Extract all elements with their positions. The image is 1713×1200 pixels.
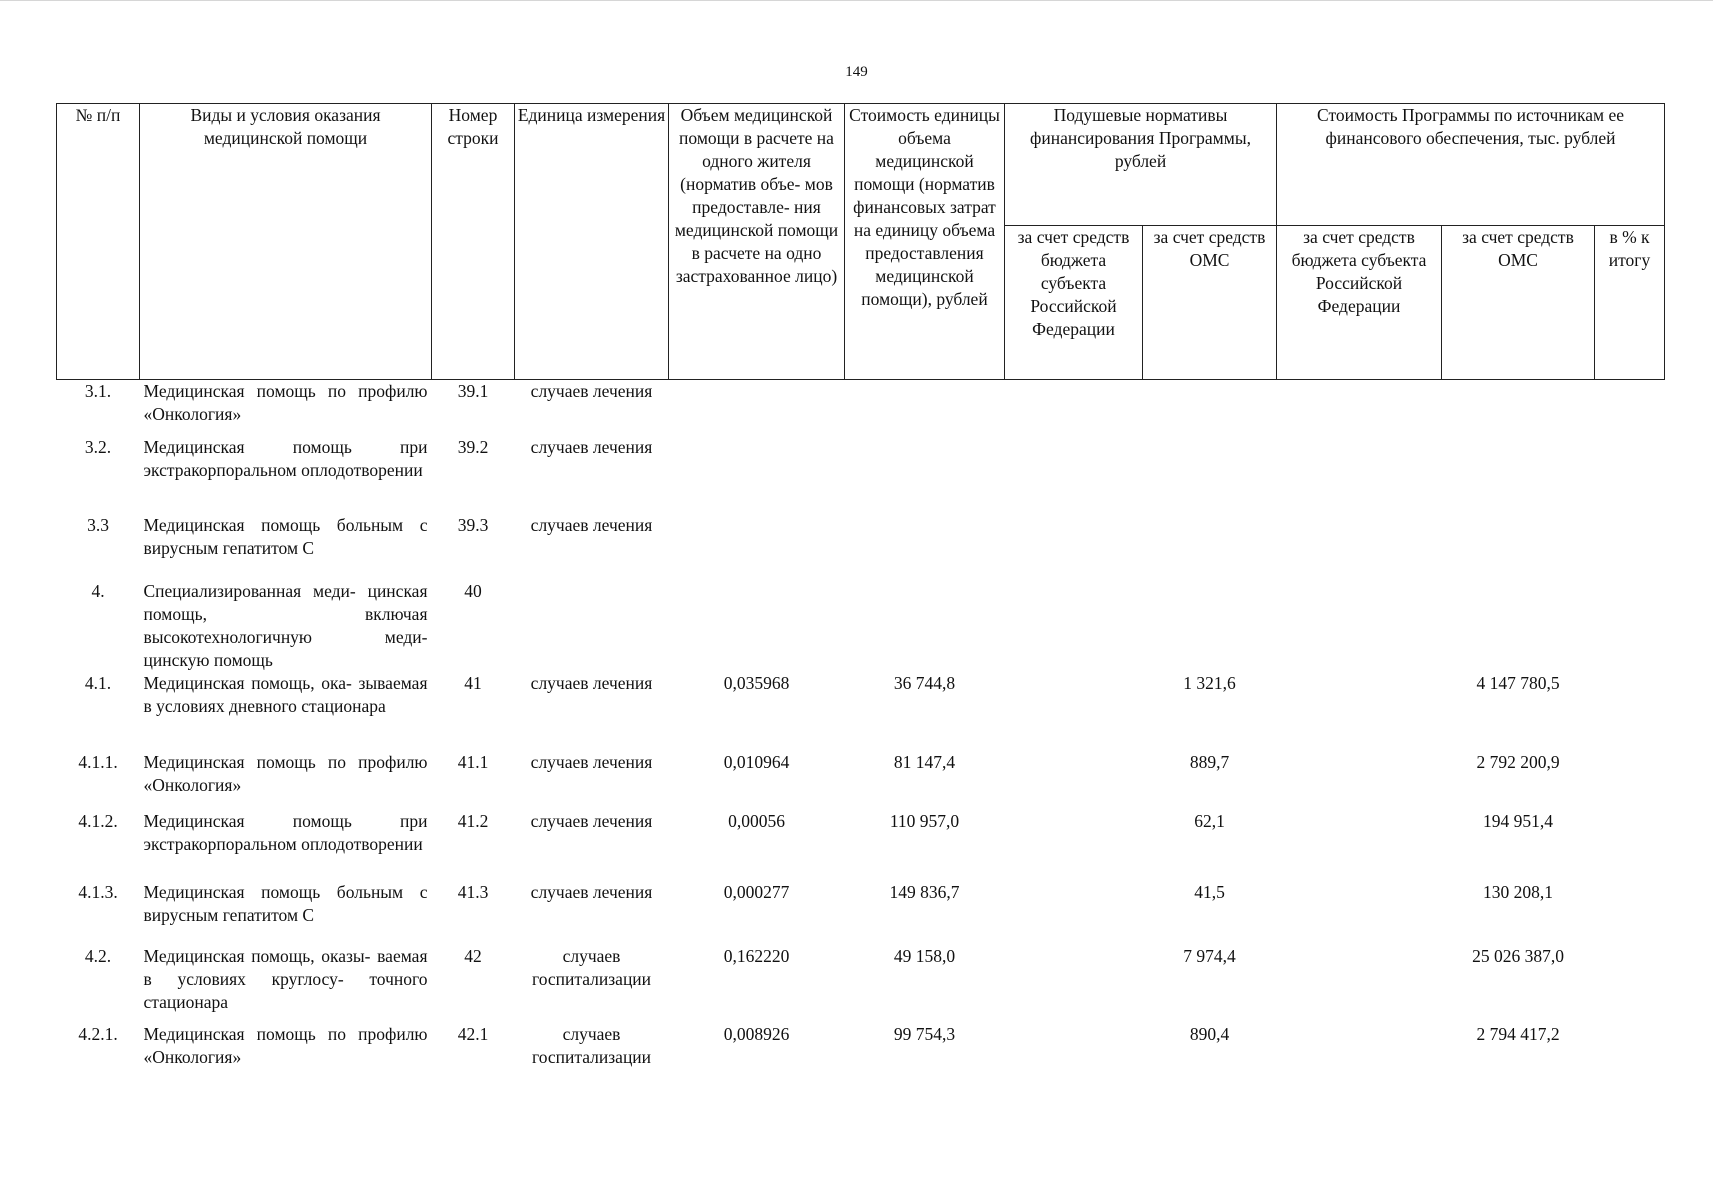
cell-unit-cost <box>845 380 1005 436</box>
cell-program-percent <box>1595 810 1665 881</box>
cell-per-capita-oms <box>1143 514 1277 580</box>
page-number: 149 <box>845 64 868 80</box>
cell-desc: Медицинская помощь больным с вирусным гепатитом С <box>143 514 428 558</box>
cell-desc: Специализированная меди- цинская помощь, включая высокотехнологичную меди- цинскую помощь <box>143 580 428 670</box>
header-cost: Стоимость единицы объема медицинской помощи (норматив финансовых затрат на единицу объема предоставления медицинской помощи), рублей <box>845 104 1005 380</box>
table-row <box>57 436 1665 514</box>
header-volume: Объем медицинской помощи в расчете на одного жителя (норматив объе- мов предоставле- ния медицинской помощи в расчете на одно застрахованное лицо) <box>669 104 845 380</box>
cell-row-number: 39.1 <box>457 381 489 401</box>
cell-program-oms: 2 794 417,2 <box>1476 1023 1560 1044</box>
cell-desc: Медицинская помощь при экстракорпоральном оплодотворении <box>143 436 428 480</box>
header-per-capita: Подушевые нормативы финансирования Программы, рублей <box>1005 104 1277 226</box>
cell-unit-cost: 110 957,0 <box>889 810 960 831</box>
cell-program-oms <box>1442 580 1595 672</box>
table-row <box>57 945 1665 1023</box>
cell-volume <box>669 436 845 514</box>
cell-per-capita-budget <box>1005 514 1143 580</box>
cell-unit-cost: 36 744,8 <box>893 672 956 693</box>
cell-program-budget <box>1277 672 1442 751</box>
cell-row-number: 42.1 <box>457 1023 489 1044</box>
cell-per-capita-oms: 890,4 <box>1189 1023 1230 1044</box>
cell-unit: случаев лечения <box>530 381 653 401</box>
cell-num: 4.1.3. <box>78 881 118 902</box>
cell-num: 4.2.1. <box>78 1023 118 1044</box>
cell-per-capita-oms <box>1143 436 1277 514</box>
table-header <box>57 104 1665 380</box>
cell-volume: 0,000277 <box>723 881 790 902</box>
cell-row-number: 40 <box>464 580 482 601</box>
cell-desc: Медицинская помощь по профилю «Онкология» <box>143 381 428 424</box>
cell-per-capita-oms: 62,1 <box>1194 810 1225 831</box>
cell-unit-cost: 49 158,0 <box>893 945 956 966</box>
cell-program-oms <box>1442 380 1595 436</box>
cell-row-number: 41.2 <box>457 810 489 831</box>
cell-desc: Медицинская помощь по профилю «Онкология» <box>143 1023 428 1067</box>
table-row <box>57 580 1665 672</box>
cell-program-oms: 4 147 780,5 <box>1476 672 1560 693</box>
page-top-rule <box>0 0 1713 1</box>
cell-volume <box>669 514 845 580</box>
cell-per-capita-budget <box>1005 580 1143 672</box>
cell-program-percent <box>1595 380 1665 436</box>
header-prog-oms: за счет средств ОМС <box>1442 226 1595 380</box>
cell-num: 4.1.1. <box>78 751 118 772</box>
cell-row-number: 39.2 <box>457 436 489 457</box>
header-row: Номер строки <box>432 104 515 380</box>
cell-program-budget <box>1277 751 1442 810</box>
cell-row-number: 39.3 <box>457 514 489 535</box>
cell-program-budget <box>1277 436 1442 514</box>
cell-desc: Медицинская помощь при экстракорпоральном оплодотворении <box>143 810 428 854</box>
cell-program-budget <box>1277 945 1442 1023</box>
table-row <box>57 881 1665 945</box>
cell-unit-cost: 149 836,7 <box>889 881 960 902</box>
header-prog-pct: в % к итогу <box>1595 226 1665 380</box>
cell-program-percent <box>1595 672 1665 751</box>
cell-unit: случаев лечения <box>530 514 653 535</box>
cell-num: 4.1.2. <box>78 810 118 831</box>
cell-unit: случаев лечения <box>530 810 653 831</box>
cell-unit-cost <box>845 514 1005 580</box>
cell-per-capita-oms: 1 321,6 <box>1183 672 1236 693</box>
header-program-cost: Стоимость Программы по источникам ее финансового обеспечения, тыс. рублей <box>1277 104 1665 226</box>
cell-desc: Медицинская помощь, ока- зываемая в условиях дневного стационара <box>143 672 428 716</box>
cell-num: 4.2. <box>84 945 112 966</box>
cell-program-percent <box>1595 881 1665 945</box>
cell-volume: 0,162220 <box>723 945 790 966</box>
header-num: № п/п <box>57 104 140 380</box>
cell-per-capita-budget <box>1005 810 1143 881</box>
cell-per-capita-budget <box>1005 672 1143 751</box>
cell-volume: 0,00056 <box>728 810 785 831</box>
cell-num: 3.1. <box>84 381 112 401</box>
cell-num: 3.2. <box>84 436 112 457</box>
cell-unit: случаев госпитализации <box>531 1023 652 1067</box>
cell-program-budget <box>1277 514 1442 580</box>
cell-per-capita-oms: 889,7 <box>1189 751 1230 772</box>
cell-row-number: 41 <box>464 672 482 693</box>
cell-program-budget <box>1277 881 1442 945</box>
table-row <box>57 380 1665 436</box>
cell-row-number: 41.1 <box>457 751 489 772</box>
cell-per-capita-oms <box>1143 580 1277 672</box>
cell-per-capita-oms <box>1143 380 1277 436</box>
cell-program-percent <box>1595 436 1665 514</box>
cell-desc: Медицинская помощь, оказы- ваемая в условиях круглосу- точного стационара <box>143 945 428 1012</box>
cell-unit: случаев лечения <box>530 436 653 457</box>
cell-unit: случаев лечения <box>530 672 653 693</box>
cell-program-percent <box>1595 751 1665 810</box>
table-body <box>57 380 1665 1073</box>
cell-volume: 0,008926 <box>723 1023 790 1044</box>
cell-num: 4.1. <box>84 672 112 693</box>
cell-volume <box>669 380 845 436</box>
cell-program-oms: 194 951,4 <box>1483 810 1553 831</box>
cell-program-percent <box>1595 514 1665 580</box>
cell-num: 3.3 <box>87 514 109 535</box>
cell-unit: случаев госпитализации <box>531 945 652 989</box>
cell-program-budget <box>1277 380 1442 436</box>
cell-unit-cost <box>845 580 1005 672</box>
cell-row-number: 42 <box>464 945 482 966</box>
cell-unit-cost <box>845 436 1005 514</box>
cell-unit: случаев лечения <box>530 881 653 902</box>
table-row <box>57 1023 1665 1073</box>
table-row <box>57 810 1665 881</box>
cell-num: 4. <box>91 580 105 601</box>
cell-per-capita-budget <box>1005 751 1143 810</box>
header-pc-oms: за счет средств ОМС <box>1143 226 1277 380</box>
header-prog-budget: за счет средств бюджета субъекта Российской Федерации <box>1277 226 1442 380</box>
cell-unit <box>515 580 669 672</box>
cell-program-percent <box>1595 580 1665 672</box>
cell-volume <box>669 580 845 672</box>
header-desc: Виды и условия оказания медицинской помощи <box>140 104 432 380</box>
table-row <box>57 514 1665 580</box>
cell-per-capita-budget <box>1005 436 1143 514</box>
cell-per-capita-budget <box>1005 380 1143 436</box>
cell-per-capita-budget <box>1005 1023 1143 1073</box>
table-row <box>57 751 1665 810</box>
cell-unit-cost: 99 754,3 <box>893 1023 956 1044</box>
cell-per-capita-oms: 7 974,4 <box>1183 945 1236 966</box>
cell-program-oms <box>1442 514 1595 580</box>
cell-per-capita-budget <box>1005 945 1143 1023</box>
header-unit: Единица измерения <box>515 104 669 380</box>
cell-program-oms: 2 792 200,9 <box>1476 751 1560 772</box>
cell-program-oms <box>1442 436 1595 514</box>
cell-program-budget <box>1277 810 1442 881</box>
cell-per-capita-oms: 41,5 <box>1194 881 1225 902</box>
header-pc-budget: за счет средств бюджета субъекта Российской Федерации <box>1005 226 1143 380</box>
cell-unit: случаев лечения <box>530 751 653 772</box>
cell-desc: Медицинская помощь больным с вирусным гепатитом С <box>143 881 428 925</box>
cell-program-oms: 130 208,1 <box>1483 881 1553 902</box>
cell-per-capita-budget <box>1005 881 1143 945</box>
cell-volume: 0,010964 <box>723 751 790 772</box>
cell-program-percent <box>1595 945 1665 1023</box>
cell-program-oms: 25 026 387,0 <box>1472 945 1564 966</box>
cell-volume: 0,035968 <box>723 672 790 693</box>
financing-table <box>56 103 1665 1073</box>
cell-desc: Медицинская помощь по профилю «Онкология» <box>143 751 428 795</box>
cell-row-number: 41.3 <box>457 881 489 902</box>
cell-program-budget <box>1277 1023 1442 1073</box>
table-row <box>57 672 1665 751</box>
cell-program-percent <box>1595 1023 1665 1073</box>
cell-program-budget <box>1277 580 1442 672</box>
cell-unit-cost: 81 147,4 <box>893 751 956 772</box>
